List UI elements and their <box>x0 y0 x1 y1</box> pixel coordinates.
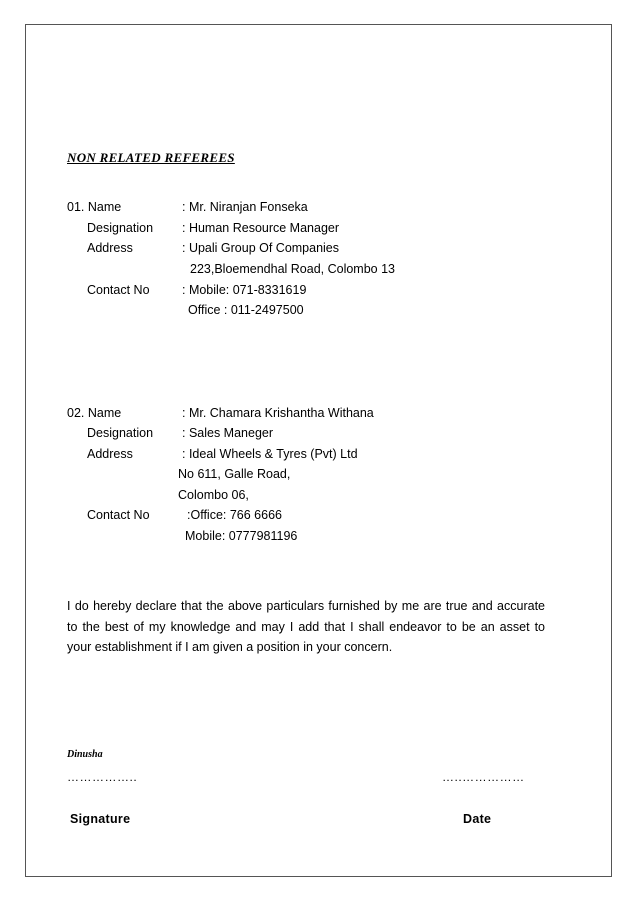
referee-1-address-line-1: : Upali Group Of Companies <box>182 241 340 255</box>
signature-dotted-line: …………….. <box>67 770 138 784</box>
referee-2-name-label: 02. Name <box>67 406 122 420</box>
referee-1-designation: : Human Resource Manager <box>182 221 340 235</box>
signature-name: Dinusha <box>67 749 103 760</box>
referee-2-designation-label: Designation <box>87 426 154 440</box>
referee-2-contact-mobile: Mobile: 0777981196 <box>185 529 298 543</box>
referee-2-designation: : Sales Maneger <box>182 426 274 440</box>
referee-2-address-label: Address <box>87 447 133 461</box>
date-label: Date <box>463 812 492 826</box>
referee-1-contact-office: Office : 011-2497500 <box>188 303 304 317</box>
referee-2-address-line-2: No 611, Galle Road, <box>178 467 291 481</box>
referee-1-designation-label: Designation <box>87 221 154 235</box>
date-dotted-line: …..…………… <box>442 770 525 784</box>
referee-1-contact-mobile: : Mobile: 071-8331619 <box>182 283 307 297</box>
signature-label: Signature <box>70 812 131 826</box>
referee-1-name-label: 01. Name <box>67 200 122 214</box>
referee-2-contact-label: Contact No <box>87 508 150 522</box>
referee-2-contact-office: :Office: 766 6666 <box>187 508 282 522</box>
referee-2-name: : Mr. Chamara Krishantha Withana <box>182 406 374 420</box>
referee-1-address-label: Address <box>87 241 133 255</box>
referee-1-contact-label: Contact No <box>87 283 150 297</box>
referee-1-address-line-2: 223,Bloemendhal Road, Colombo 13 <box>190 262 395 276</box>
referee-1-name: : Mr. Niranjan Fonseka <box>182 200 308 214</box>
referee-2-address-line-3: Colombo 06, <box>178 488 249 502</box>
section-heading: NON RELATED REFEREES <box>67 150 235 165</box>
referee-2-address-line-1: : Ideal Wheels & Tyres (Pvt) Ltd <box>182 447 358 461</box>
declaration-paragraph: I do hereby declare that the above particulars furnished by me are true and accurate to the best of my knowledge and may I add that I shall endeavor to be an asset to your establishment if I am given a position in your concern. <box>67 599 545 654</box>
